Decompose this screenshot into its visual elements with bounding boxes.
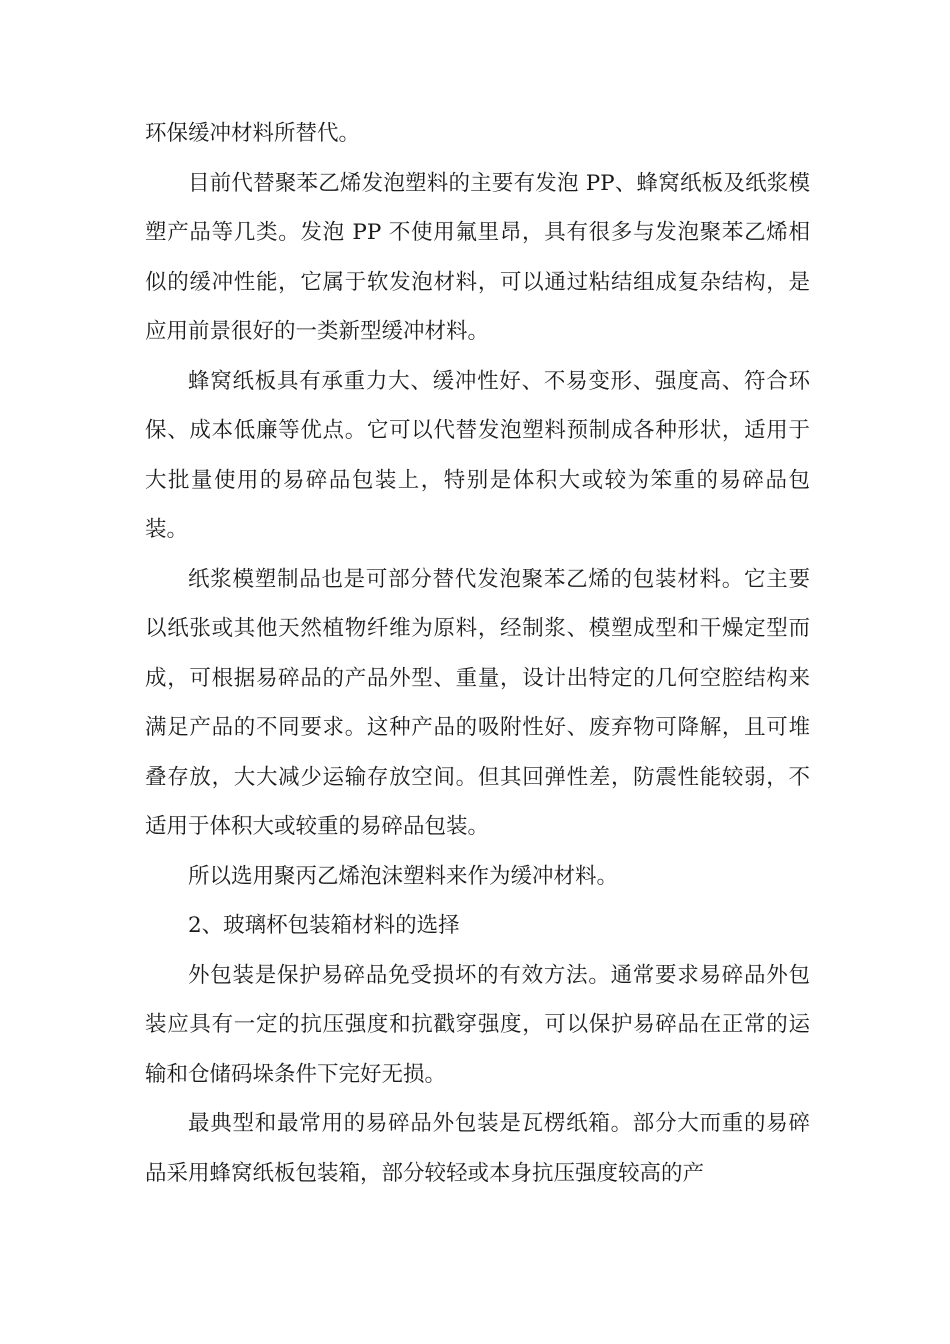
paragraph-6: 外包装是保护易碎品免受损坏的有效方法。通常要求易碎品外包装应具有一定的抗压强度和抗戳穿强度，可以保护易碎品在正常的运输和仓储码垛条件下完好无损。 [145, 962, 810, 1087]
section-heading: 2、玻璃杯包装箱材料的选择 [188, 913, 460, 938]
paragraph-5: 所以选用聚丙乙烯泡沫塑料来作为缓冲材料。 [188, 863, 619, 889]
paragraph-3: 蜂窝纸板具有承重力大、缓冲性好、不易变形、强度高、符合环保、成本低廉等优点。它可以代替发泡塑料预制成各种形状，适用于大批量使用的易碎品包装上，特别是体积大或较为笨重的易碎品包装。 [145, 368, 810, 542]
paragraph-1: 环保缓冲材料所替代。 [145, 121, 361, 146]
document-body [145, 109, 810, 1198]
paragraph-2: 目前代替聚苯乙烯发泡塑料的主要有发泡 PP、蜂窝纸板及纸浆模塑产品等几类。发泡 PP 不使用氟里昂，具有很多与发泡聚苯乙烯相似的缓冲性能，它属于软发泡材料，可以通过粘结组成复杂结构，是应用前景很好的一类新型缓冲材料。 [145, 170, 810, 344]
paragraph-4: 纸浆模塑制品也是可部分替代发泡聚苯乙烯的包装材料。它主要以纸张或其他天然植物纤维为原料，经制浆、模塑成型和干燥定型而成，可根据易碎品的产品外型、重量，设计出特定的几何空腔结构来满足产品的不同要求。这种产品的吸附性好、废弃物可降解，且可堆叠存放，大大减少运输存放空间。但其回弹性差，防震性能较弱，不适用于体积大或较重的易碎品包装。 [145, 566, 810, 839]
paragraph-7: 最典型和最常用的易碎品外包装是瓦楞纸箱。部分大而重的易碎品采用蜂窝纸板包装箱，部分较轻或本身抗压强度较高的产 [145, 1111, 810, 1186]
